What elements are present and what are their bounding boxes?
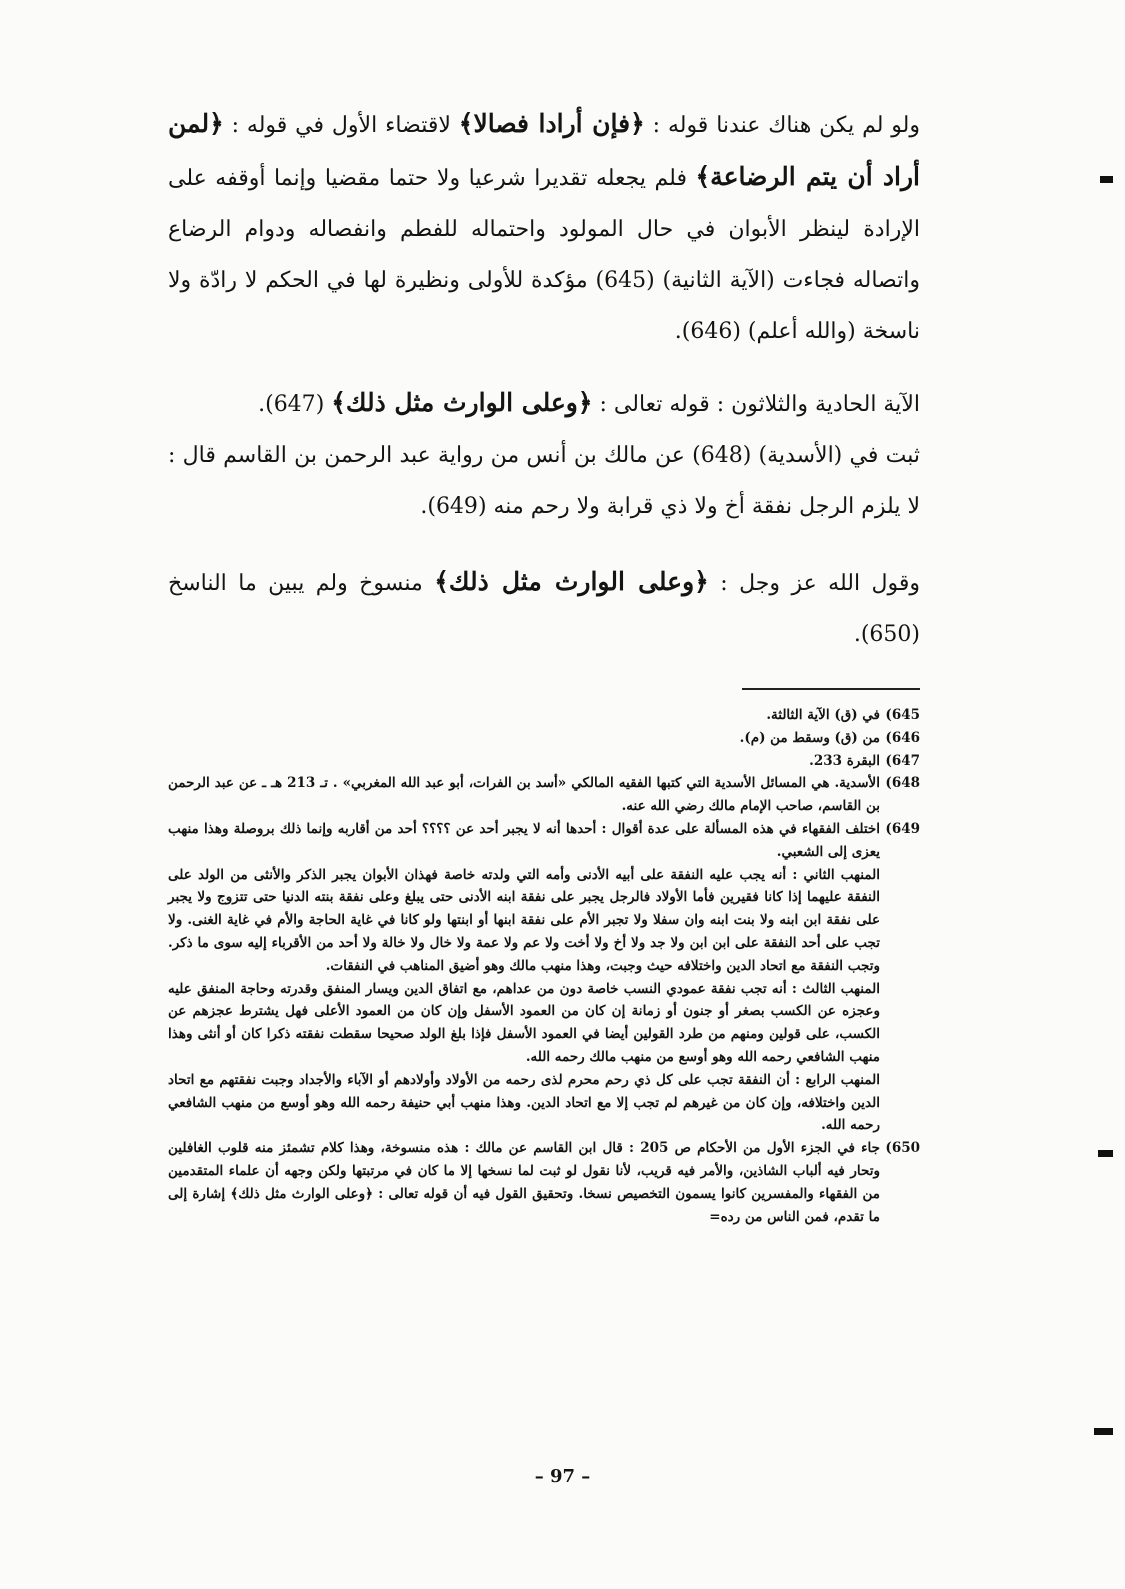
main-text bbox=[168, 98, 920, 660]
footnote-paragraph: المنهب الثاني : أنه يجب عليه النفقة على أبيه الأدنى وأمه التي ولدته خاصة فهذان الأبوان يجبر الذكر والأنثى من الولد على النفقة عليهما إذا كانا فقيرين فأما الأولاد فالرجل يجبر على نفقة ابنه الأدنى حتى يبلغ وعلى نفقة بنته الدنيا حتى تتزوج ولا يجبر على نفقة ابن ابنه ولا بنت ابنه وان سفلا ولا تجبر الأم على نفقة ابنها أو ابنتها ولو كانا في غاية الحاجة والأم في غاية الغنى. ولا تجب على أحد النفقة على ابن ابن ولا جد ولا أخ ولا أخت ولا عم ولا عمة ولا خال ولا خالة ولا أحد من الأقرباء إليه سوى ما ذكر. وتجب النفقة مع اتحاد الدين واختلافه حيث وجبت، وهذا منهب مالك وهو أضيق المناهب في النفقات. bbox=[168, 866, 880, 974]
scan-edge-mark bbox=[1100, 176, 1113, 183]
paragraph-text: الآية الحادية والثلاثون : قوله تعالى : bbox=[592, 392, 920, 417]
footnote-650 bbox=[168, 1137, 920, 1228]
footnote-separator bbox=[742, 688, 920, 690]
paragraph-text: فلم يجعله تقديرا شرعيا ولا حتما مقضيا وإنما أوقفه على الإرادة لينظر الأبوان في حال المولود واحتماله للفطم وانفصاله ودوام الرضاع واتصاله فجاءت (الآية الثانية) (645) مؤكدة للأولى ونظيرة لها في الحكم لا رادّة ولا ناسخة (والله أعلم) (646). bbox=[168, 166, 920, 344]
footnote-paragraph: اختلف الفقهاء في هذه المسألة على عدة أقوال : أحدها أنه لا يجبر أحد عن ؟؟؟؟ أحد من أقاربه وإنما ذلك بروصلة وهذا منهب يعزى إلى الشعبي. bbox=[168, 820, 880, 860]
page-number: – 97 – bbox=[534, 1466, 591, 1487]
footnote-number: 650) bbox=[885, 1140, 920, 1157]
footnote-paragraph: المنهب الرابع : أن النفقة تجب على كل ذي رحم محرم لذى رحمه من الأولاد وأولادهم أو الآباء والأجداد وجبت نفقتهم مع اتحاد الدين واختلافه، وإن كان من غيرهم لم تجب إلا مع اتحاد الدين. وهذا منهب أبي حنيفة رحمه الله وهو أوسع من منهب الشافعي رحمه الله. bbox=[168, 1071, 880, 1134]
quran-quote: ﴿وعلى الوارث مثل ذلك﴾ bbox=[331, 388, 593, 417]
footnote-648 bbox=[168, 772, 920, 818]
footnote-text bbox=[168, 750, 880, 773]
footnote-number: 646) bbox=[885, 729, 920, 746]
quran-quote: ﴿فإن أرادا فصالا﴾ bbox=[458, 109, 645, 138]
footnote-paragraph: المنهب الثالث : أنه تجب نفقة عمودي النسب خاصة دون من عداهم، مع اتفاق الدين ويسار المنفق وقدرته وحاجة المنفق عليه وعجزه عن الكسب بصغر أو جنون أو زمانة إن كان من العمود الأسفل وإن كان من العمود الأعلى فهل يشترط عجزهم عن الكسب، على قولين ومنهم من طرد القولين أيضا في العمود الأسفل فإذا بلغ الولد صحيحا سقطت نفقته ذكرا كان أو أنثى وهذا منهب الشافعي رحمه الله وهو أوسع من منهب مالك رحمه الله. bbox=[168, 980, 880, 1065]
quran-quote: ﴿لمن أراد أن يتم الرضاعة﴾ bbox=[168, 109, 920, 191]
paragraph bbox=[168, 98, 920, 357]
footnote-number: 647) bbox=[885, 752, 920, 769]
footnote-number: 645) bbox=[885, 707, 920, 723]
paragraph bbox=[168, 377, 920, 430]
paragraph-text: منسوخ ولم يبين ما الناسخ (650). bbox=[168, 571, 920, 647]
footnote-text bbox=[168, 704, 880, 727]
footnote-paragraph: جاء في الجزء الأول من الأحكام ص 205 : قال ابن القاسم عن مالك : هذه منسوخة، وهذا كلام تشمئز منه قلوب الغافلين وتحار فيه ألباب الشاذين، والأمر فيه قريب، لأنا نقول لو ثبت لما نسخها إلا ما كان في مرتبتها ولكن وجهه أن علماء المتقدمين من الفقهاء والمفسرين كانوا يسمون التخصيص نسخا. وتحقيق القول فيه أن قوله تعالى : ﴿وعلى الوارث مثل ذلك﴾ إشارة إلى ما تقدم، فمن الناس من رده= bbox=[168, 1140, 880, 1225]
paragraph-text: ثبت في (الأسدية) (648) عن مالك بن أنس من رواية عبد الرحمن بن القاسم قال : لا يلزم الرجل نفقة أخ ولا ذي قرابة ولا رحم منه (649). bbox=[168, 443, 920, 519]
footnote-paragraph: في (ق) الآية الثالثة. bbox=[766, 707, 880, 723]
scan-edge-mark bbox=[1098, 1150, 1113, 1157]
footnote-paragraph: من (ق) وسقط من (م). bbox=[739, 729, 880, 746]
footnote-647 bbox=[168, 750, 920, 773]
paragraph-text: لاقتضاء الأول في قوله : bbox=[223, 113, 459, 138]
footnote-number: 649) bbox=[885, 820, 920, 837]
paragraph bbox=[168, 556, 920, 660]
footnote-text bbox=[168, 1137, 880, 1228]
page-content bbox=[168, 98, 920, 1228]
quran-quote: ﴿وعلى الوارث مثل ذلك﴾ bbox=[434, 567, 709, 596]
paragraph-text: (647). bbox=[258, 392, 332, 417]
paragraph-text: ولو لم يكن هناك عندنا قوله : bbox=[644, 113, 921, 138]
footnote-646 bbox=[168, 727, 920, 750]
paragraph-text: وقول الله عز وجل : bbox=[708, 571, 920, 596]
footnote-645 bbox=[168, 704, 920, 727]
footnote-paragraph: الأسدية. هي المسائل الأسدية التي كتبها الفقيه المالكي «أسد بن الفرات، أبو عبد الله المغربي» . تـ 213 هـ ـ عن عبد الرحمن بن القاسم، صاحب الإمام مالك رضي الله عنه. bbox=[168, 775, 880, 815]
footnote-text bbox=[168, 818, 880, 1137]
footnote-number: 648) bbox=[885, 775, 920, 792]
scan-edge-mark bbox=[1094, 1428, 1113, 1435]
footnote-649 bbox=[168, 818, 920, 1137]
footnote-paragraph: البقرة 233. bbox=[809, 752, 880, 769]
paragraph bbox=[168, 430, 920, 532]
footnote-text bbox=[168, 727, 880, 750]
footnote-text bbox=[168, 772, 880, 818]
footnotes bbox=[168, 704, 920, 1228]
